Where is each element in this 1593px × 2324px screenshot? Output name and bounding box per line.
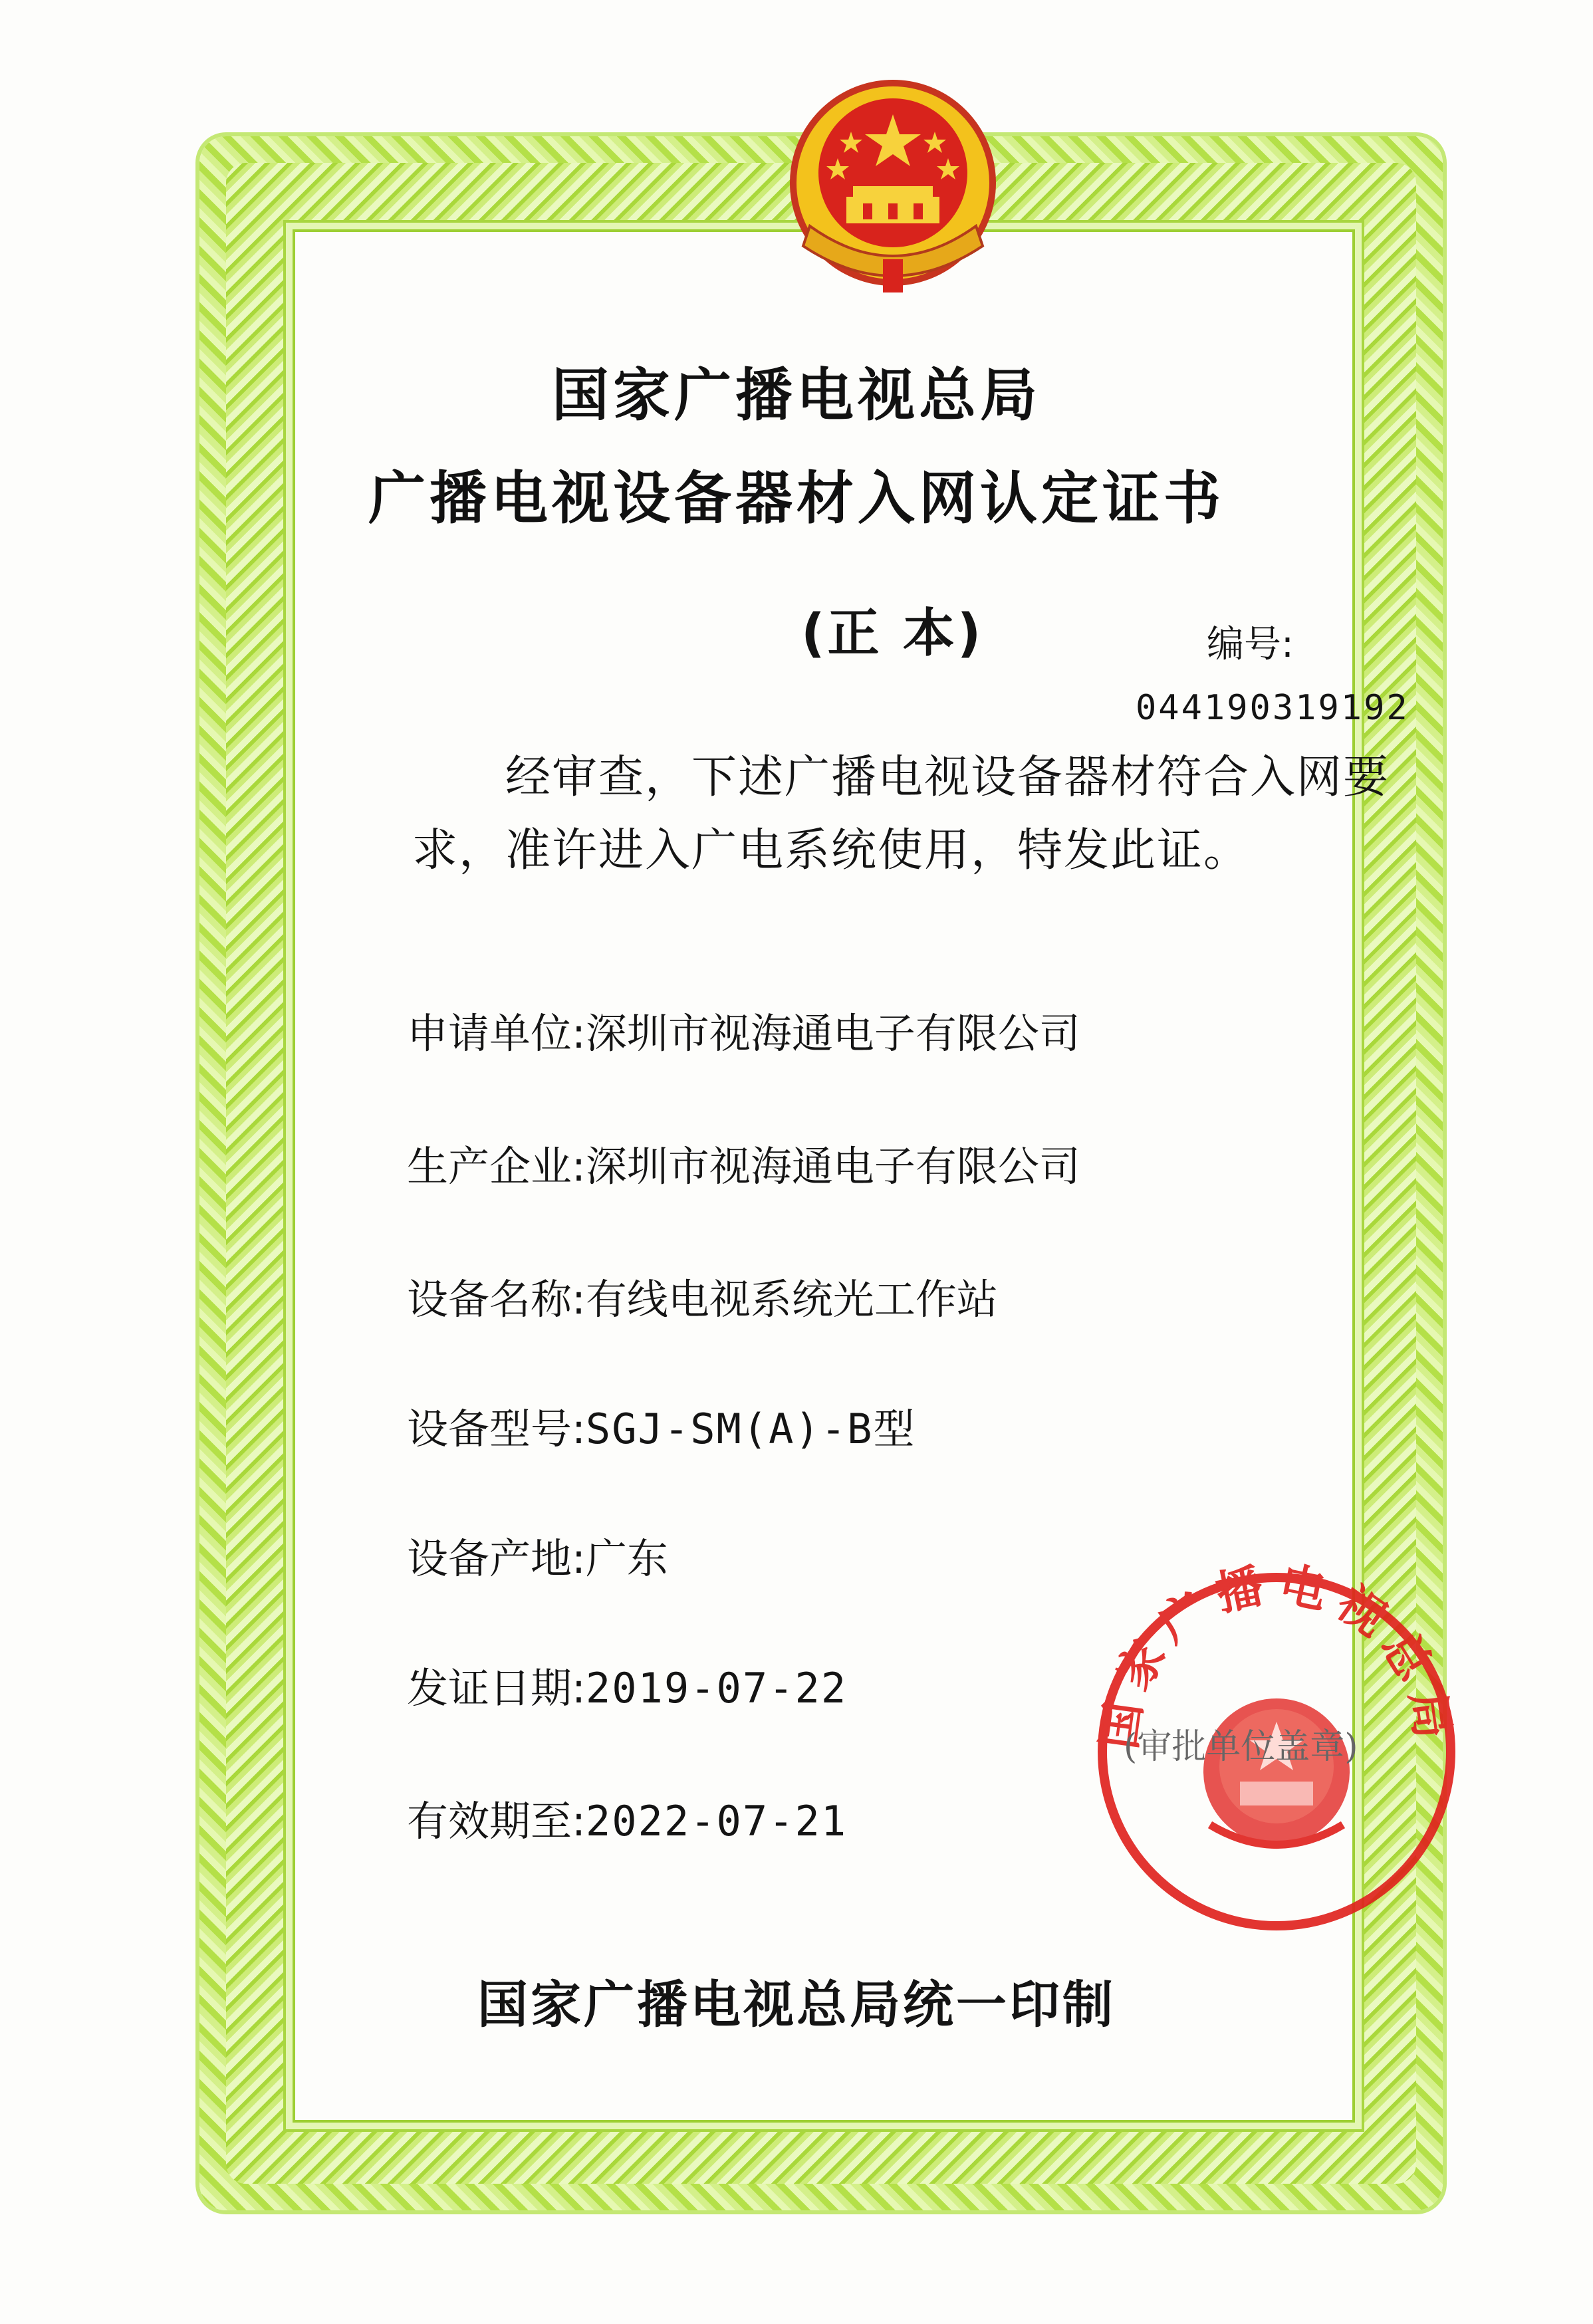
field-label: 生产企业: [407, 1142, 586, 1191]
field-value: 有线电视系统光工作站 [585, 1275, 998, 1324]
field-origin [407, 1526, 668, 1585]
seal-text: 国家广播电视总局 [1091, 1556, 1462, 1752]
field-label: 申请单位: [407, 1009, 586, 1058]
field-equipment-model [407, 1396, 916, 1455]
approval-statement: 经审查，下述广播电视设备器材符合入网要求，准许进入广电系统使用，特发此证。 [412, 751, 1390, 877]
field-label: 发证日期: [407, 1664, 586, 1712]
field-equipment-name [407, 1266, 998, 1326]
national-emblem-icon [783, 73, 1003, 299]
field-value: 2022-07-21 [585, 1797, 848, 1845]
field-valid-until [407, 1788, 847, 1847]
field-issue-date [407, 1655, 847, 1714]
field-label: 设备产地: [407, 1534, 586, 1583]
field-label: 设备型号: [407, 1405, 586, 1453]
issuer-title: 国家广播电视总局 [552, 362, 1041, 429]
field-applicant [407, 1000, 1080, 1060]
field-manufacturer [407, 1133, 1080, 1193]
serial-label: 编号: [1207, 623, 1294, 666]
copy-type-label: (正 本) [801, 604, 984, 663]
field-value: 2019-07-22 [585, 1664, 848, 1712]
serial-number: 044190319192 [1136, 688, 1409, 728]
field-value: 深圳市视海通电子有限公司 [585, 1142, 1080, 1191]
field-value: 广东 [585, 1534, 668, 1583]
certificate-title: 广播电视设备器材入网认定证书 [368, 465, 1225, 532]
field-label: 设备名称: [407, 1275, 586, 1324]
printer-footer: 国家广播电视总局统一印制 [477, 1975, 1116, 2034]
field-value: 深圳市视海通电子有限公司 [585, 1009, 1080, 1058]
field-label: 有效期至: [407, 1797, 586, 1845]
seal-note: (审批单位盖章) [1124, 1727, 1358, 1767]
field-value: SGJ-SM(A)-B型 [585, 1405, 916, 1453]
